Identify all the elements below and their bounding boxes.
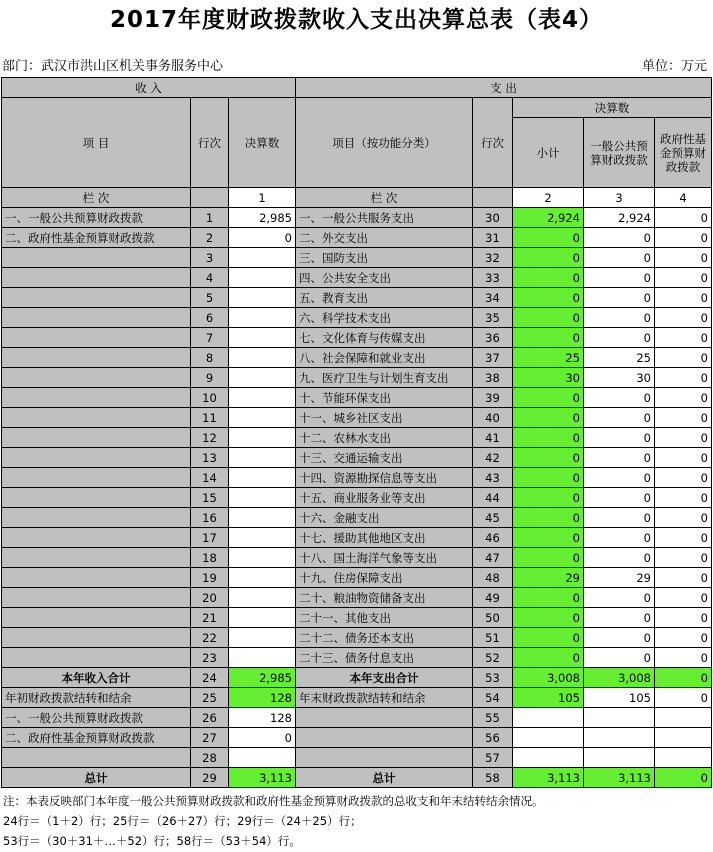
carry-in-general-value: 128	[229, 708, 296, 728]
expense-general: 0	[584, 528, 655, 548]
income-value	[229, 588, 296, 608]
table-row-carry	[2, 688, 712, 708]
table-row	[2, 408, 712, 428]
carry-out-fund: 0	[655, 688, 712, 708]
expense-subtotal: 0	[513, 248, 584, 268]
blank-cell	[296, 748, 473, 768]
expense-total-fund: 0	[655, 668, 712, 688]
budget-table	[1, 77, 712, 788]
table-row	[2, 448, 712, 468]
expense-row-no: 43	[473, 468, 513, 488]
expense-item: 八、社会保障和就业支出	[296, 348, 473, 368]
expense-subtotal: 0	[513, 228, 584, 248]
expense-item: 二、外交支出	[296, 228, 473, 248]
expense-row-no: 52	[473, 648, 513, 668]
grand-total-subtotal: 3,113	[513, 768, 584, 788]
income-value	[229, 648, 296, 668]
expense-fund: 0	[655, 448, 712, 468]
column-index-3: 3	[584, 188, 655, 208]
income-value	[229, 628, 296, 648]
grand-total-label-2: 总计	[296, 768, 473, 788]
income-row-no: 19	[191, 568, 229, 588]
carry-in-general-label: 一、一般公共预算财政拨款	[2, 708, 191, 728]
table-row-carry-fund	[2, 728, 712, 748]
expense-total-general: 3,008	[584, 668, 655, 688]
final-amount-header: 决算数	[229, 98, 296, 188]
income-item	[2, 508, 191, 528]
table-row	[2, 268, 712, 288]
expense-item: 十五、商业服务业等支出	[296, 488, 473, 508]
income-value	[229, 428, 296, 448]
expense-subtotal: 0	[513, 528, 584, 548]
blank-cell	[513, 708, 584, 728]
income-item	[2, 328, 191, 348]
carry-in-fund-no: 27	[191, 728, 229, 748]
expense-row-no: 44	[473, 488, 513, 508]
column-index-4: 4	[655, 188, 712, 208]
table-row	[2, 648, 712, 668]
carry-in-no: 25	[191, 688, 229, 708]
table-row	[2, 488, 712, 508]
expense-fund: 0	[655, 268, 712, 288]
expense-general: 0	[584, 588, 655, 608]
income-item	[2, 268, 191, 288]
expense-total-label: 本年支出合计	[296, 668, 473, 688]
table-row	[2, 508, 712, 528]
expense-item: 十一、城乡社区支出	[296, 408, 473, 428]
table-row	[2, 528, 712, 548]
blank-cell	[584, 728, 655, 748]
expense-fund: 0	[655, 608, 712, 628]
expense-item: 四、公共安全支出	[296, 268, 473, 288]
income-total-no: 24	[191, 668, 229, 688]
row-28-no: 28	[191, 748, 229, 768]
header-row-1	[2, 78, 712, 98]
income-value	[229, 348, 296, 368]
grand-total-no: 29	[191, 768, 229, 788]
income-item	[2, 408, 191, 428]
expense-item: 七、文化体育与传媒支出	[296, 328, 473, 348]
expense-item: 三、国防支出	[296, 248, 473, 268]
income-value: 0	[229, 228, 296, 248]
expense-fund: 0	[655, 408, 712, 428]
expense-row-no: 30	[473, 208, 513, 228]
footnote-line: 53行＝（30＋31＋…＋52）行；58行＝（53＋54）行。	[3, 834, 301, 848]
expense-item: 十二、农林水支出	[296, 428, 473, 448]
expense-row-no: 38	[473, 368, 513, 388]
blank-cell	[513, 728, 584, 748]
unit-label: 单位：万元	[641, 59, 707, 74]
income-header: 收 入	[2, 78, 296, 98]
income-value	[229, 388, 296, 408]
income-item	[2, 288, 191, 308]
expense-item: 九、医疗卫生与计划生育支出	[296, 368, 473, 388]
general-budget-header: 一般公共预算财政拨款	[584, 118, 655, 188]
column-index-blank-2	[473, 188, 513, 208]
footnote-line: 注：本表反映部门本年度一般公共预算财政拨款和政府性基金预算财政拨款的总收支和年末结转结余情况。	[3, 794, 544, 808]
footnote-line: 24行＝（1＋2）行；25行＝（26＋27）行；29行＝（24＋25）行；	[3, 814, 362, 828]
expense-fund: 0	[655, 508, 712, 528]
expense-subtotal: 0	[513, 288, 584, 308]
table-row	[2, 248, 712, 268]
expense-item: 十八、国土海洋气象等支出	[296, 548, 473, 568]
table-row	[2, 308, 712, 328]
blank-cell	[584, 708, 655, 728]
table-row	[2, 348, 712, 368]
expense-row-no: 33	[473, 268, 513, 288]
income-value	[229, 488, 296, 508]
income-row-no: 15	[191, 488, 229, 508]
expense-general: 29	[584, 568, 655, 588]
blank-cell	[655, 728, 712, 748]
expense-general: 0	[584, 408, 655, 428]
income-row-no: 21	[191, 608, 229, 628]
expense-row-no: 37	[473, 348, 513, 368]
expense-fund: 0	[655, 228, 712, 248]
income-item	[2, 448, 191, 468]
income-row-no: 2	[191, 228, 229, 248]
expense-row-no: 51	[473, 628, 513, 648]
income-row-no: 6	[191, 308, 229, 328]
expense-subtotal: 0	[513, 608, 584, 628]
expense-subtotal: 0	[513, 428, 584, 448]
income-row-no: 5	[191, 288, 229, 308]
blank-cell	[296, 708, 473, 728]
table-row	[2, 628, 712, 648]
expense-item: 十七、援助其他地区支出	[296, 528, 473, 548]
row-56-no: 56	[473, 728, 513, 748]
expense-subtotal: 0	[513, 628, 584, 648]
expense-item: 二十二、债务还本支出	[296, 628, 473, 648]
expense-item: 六、科学技术支出	[296, 308, 473, 328]
expense-general: 0	[584, 548, 655, 568]
expense-subtotal: 0	[513, 468, 584, 488]
table-row	[2, 468, 712, 488]
expense-fund: 0	[655, 648, 712, 668]
expense-row-no: 48	[473, 568, 513, 588]
table-row	[2, 368, 712, 388]
expense-subtotal: 0	[513, 408, 584, 428]
carry-in-fund-value: 0	[229, 728, 296, 748]
income-value	[229, 468, 296, 488]
income-value	[229, 408, 296, 428]
blank-cell	[2, 748, 191, 768]
expense-general: 0	[584, 308, 655, 328]
expense-row-no: 34	[473, 288, 513, 308]
income-row-no: 10	[191, 388, 229, 408]
expense-general: 0	[584, 448, 655, 468]
column-index-row	[2, 188, 712, 208]
expense-general: 0	[584, 508, 655, 528]
expense-general: 0	[584, 248, 655, 268]
expense-general: 0	[584, 428, 655, 448]
subtotal-header: 小计	[513, 118, 584, 188]
income-row-no: 22	[191, 628, 229, 648]
expense-subtotal: 0	[513, 448, 584, 468]
income-row-no: 4	[191, 268, 229, 288]
expense-general: 0	[584, 328, 655, 348]
expense-general: 0	[584, 388, 655, 408]
income-value	[229, 248, 296, 268]
expense-subtotal: 0	[513, 308, 584, 328]
grand-total-label: 总计	[2, 768, 191, 788]
expense-general: 25	[584, 348, 655, 368]
expense-subtotal: 0	[513, 328, 584, 348]
expense-row-no: 45	[473, 508, 513, 528]
carry-out-subtotal: 105	[513, 688, 584, 708]
blank-cell	[296, 728, 473, 748]
expense-fund: 0	[655, 388, 712, 408]
column-label: 栏 次	[2, 188, 191, 208]
table-row	[2, 548, 712, 568]
income-row-no: 17	[191, 528, 229, 548]
income-value	[229, 328, 296, 348]
income-item: 二、政府性基金预算财政拨款	[2, 228, 191, 248]
expense-general: 0	[584, 228, 655, 248]
income-value: 2,985	[229, 208, 296, 228]
table-row	[2, 428, 712, 448]
blank-cell	[513, 748, 584, 768]
item-by-function-header: 项目（按功能分类）	[296, 98, 473, 188]
income-item	[2, 568, 191, 588]
expense-row-no: 39	[473, 388, 513, 408]
carry-in-fund-label: 二、政府性基金预算财政拨款	[2, 728, 191, 748]
income-item: 一、一般公共预算财政拨款	[2, 208, 191, 228]
table-row	[2, 208, 712, 228]
income-row-no: 8	[191, 348, 229, 368]
income-item	[2, 308, 191, 328]
carry-in-value: 128	[229, 688, 296, 708]
column-index-1: 1	[229, 188, 296, 208]
income-value	[229, 608, 296, 628]
income-item	[2, 248, 191, 268]
income-row-no: 12	[191, 428, 229, 448]
expense-fund: 0	[655, 568, 712, 588]
income-item	[2, 608, 191, 628]
expense-item: 十三、交通运输支出	[296, 448, 473, 468]
table-row	[2, 608, 712, 628]
income-value	[229, 288, 296, 308]
expense-fund: 0	[655, 488, 712, 508]
grand-total-no-2: 58	[473, 768, 513, 788]
table-row	[2, 288, 712, 308]
expense-row-no: 32	[473, 248, 513, 268]
income-total-label: 本年收入合计	[2, 668, 191, 688]
row-57-no: 57	[473, 748, 513, 768]
row-55-no: 55	[473, 708, 513, 728]
expense-general: 0	[584, 468, 655, 488]
expense-row-no: 35	[473, 308, 513, 328]
expense-subtotal: 0	[513, 488, 584, 508]
table-row	[2, 388, 712, 408]
income-value	[229, 508, 296, 528]
income-row-no: 18	[191, 548, 229, 568]
expense-row-no: 49	[473, 588, 513, 608]
expense-subtotal: 0	[513, 388, 584, 408]
expense-fund: 0	[655, 248, 712, 268]
expense-fund: 0	[655, 528, 712, 548]
expense-row-no: 36	[473, 328, 513, 348]
expense-row-no: 42	[473, 448, 513, 468]
income-value	[229, 368, 296, 388]
income-row-no: 14	[191, 468, 229, 488]
footnotes	[3, 791, 544, 851]
expense-subtotal: 0	[513, 648, 584, 668]
income-value	[229, 268, 296, 288]
expense-item: 十四、资源勘探信息等支出	[296, 468, 473, 488]
expense-subtotal: 30	[513, 368, 584, 388]
expense-general: 0	[584, 288, 655, 308]
income-item	[2, 368, 191, 388]
expense-total-subtotal: 3,008	[513, 668, 584, 688]
expense-item: 十六、金融支出	[296, 508, 473, 528]
expense-item: 十、节能环保支出	[296, 388, 473, 408]
blank-cell	[655, 748, 712, 768]
income-item	[2, 488, 191, 508]
income-row-no: 1	[191, 208, 229, 228]
expense-header: 支 出	[296, 78, 712, 98]
expense-subtotal: 2,924	[513, 208, 584, 228]
income-row-no: 13	[191, 448, 229, 468]
grand-total-value: 3,113	[229, 768, 296, 788]
expense-subtotal: 29	[513, 568, 584, 588]
report-title: 2017年度财政拨款收入支出决算总表（表4）	[109, 7, 604, 33]
income-row-no: 11	[191, 408, 229, 428]
expense-total-no: 53	[473, 668, 513, 688]
table-row-blank	[2, 748, 712, 768]
carry-in-general-no: 26	[191, 708, 229, 728]
income-item	[2, 648, 191, 668]
expense-fund: 0	[655, 588, 712, 608]
expense-general: 0	[584, 608, 655, 628]
row-no-header: 行次	[191, 98, 229, 188]
column-index-2: 2	[513, 188, 584, 208]
income-row-no: 9	[191, 368, 229, 388]
expense-subtotal: 0	[513, 268, 584, 288]
carry-in-label: 年初财政拨款结转和结余	[2, 688, 191, 708]
income-row-no: 20	[191, 588, 229, 608]
blank-cell	[584, 748, 655, 768]
expense-item: 二十、粮油物资储备支出	[296, 588, 473, 608]
expense-row-no: 40	[473, 408, 513, 428]
expense-general: 0	[584, 648, 655, 668]
expense-general: 0	[584, 488, 655, 508]
table-row	[2, 328, 712, 348]
expense-item: 五、教育支出	[296, 288, 473, 308]
expense-general: 2,924	[584, 208, 655, 228]
carry-out-no: 54	[473, 688, 513, 708]
expense-fund: 0	[655, 308, 712, 328]
expense-item: 二十三、债务付息支出	[296, 648, 473, 668]
carry-out-general: 105	[584, 688, 655, 708]
income-row-no: 3	[191, 248, 229, 268]
income-value	[229, 528, 296, 548]
expense-subtotal: 0	[513, 508, 584, 528]
income-row-no: 16	[191, 508, 229, 528]
income-item	[2, 548, 191, 568]
expense-fund: 0	[655, 208, 712, 228]
grand-total-general: 3,113	[584, 768, 655, 788]
header-row-2	[2, 98, 712, 118]
table-row-grand-total	[2, 768, 712, 788]
expense-subtotal: 0	[513, 588, 584, 608]
expense-fund: 0	[655, 548, 712, 568]
expense-general: 0	[584, 268, 655, 288]
expense-fund: 0	[655, 288, 712, 308]
income-total-value: 2,985	[229, 668, 296, 688]
expense-fund: 0	[655, 628, 712, 648]
column-label-2: 栏 次	[296, 188, 473, 208]
expense-subtotal: 0	[513, 548, 584, 568]
expense-fund: 0	[655, 468, 712, 488]
expense-general: 0	[584, 628, 655, 648]
expense-fund: 0	[655, 348, 712, 368]
expense-item: 十九、住房保障支出	[296, 568, 473, 588]
expense-row-no: 46	[473, 528, 513, 548]
blank-cell	[229, 748, 296, 768]
income-item	[2, 528, 191, 548]
income-item	[2, 628, 191, 648]
expense-row-no: 50	[473, 608, 513, 628]
income-item	[2, 468, 191, 488]
expense-general: 30	[584, 368, 655, 388]
income-item	[2, 348, 191, 368]
gov-fund-header: 政府性基金预算财政拨款	[655, 118, 712, 188]
income-item	[2, 428, 191, 448]
item-header: 项 目	[2, 98, 191, 188]
expense-item: 二十一、其他支出	[296, 608, 473, 628]
table-row	[2, 228, 712, 248]
expense-fund: 0	[655, 328, 712, 348]
column-index-blank	[191, 188, 229, 208]
income-item	[2, 388, 191, 408]
expense-fund: 0	[655, 368, 712, 388]
table-row-total	[2, 668, 712, 688]
income-item	[2, 588, 191, 608]
income-row-no: 7	[191, 328, 229, 348]
income-value	[229, 308, 296, 328]
table-row	[2, 568, 712, 588]
expense-subtotal: 25	[513, 348, 584, 368]
department-label: 部门：武汉市洪山区机关事务服务中心	[2, 59, 224, 74]
income-value	[229, 548, 296, 568]
final-amount-header-2: 决算数	[513, 98, 712, 118]
income-value	[229, 568, 296, 588]
carry-out-label: 年末财政拨款结转和结余	[296, 688, 473, 708]
table-row	[2, 588, 712, 608]
expense-row-no: 31	[473, 228, 513, 248]
income-value	[229, 448, 296, 468]
expense-item: 一、一般公共服务支出	[296, 208, 473, 228]
expense-fund: 0	[655, 428, 712, 448]
blank-cell	[655, 708, 712, 728]
table-row-carry-general	[2, 708, 712, 728]
income-row-no: 23	[191, 648, 229, 668]
row-no-header-2: 行次	[473, 98, 513, 188]
expense-row-no: 47	[473, 548, 513, 568]
expense-row-no: 41	[473, 428, 513, 448]
grand-total-fund: 0	[655, 768, 712, 788]
